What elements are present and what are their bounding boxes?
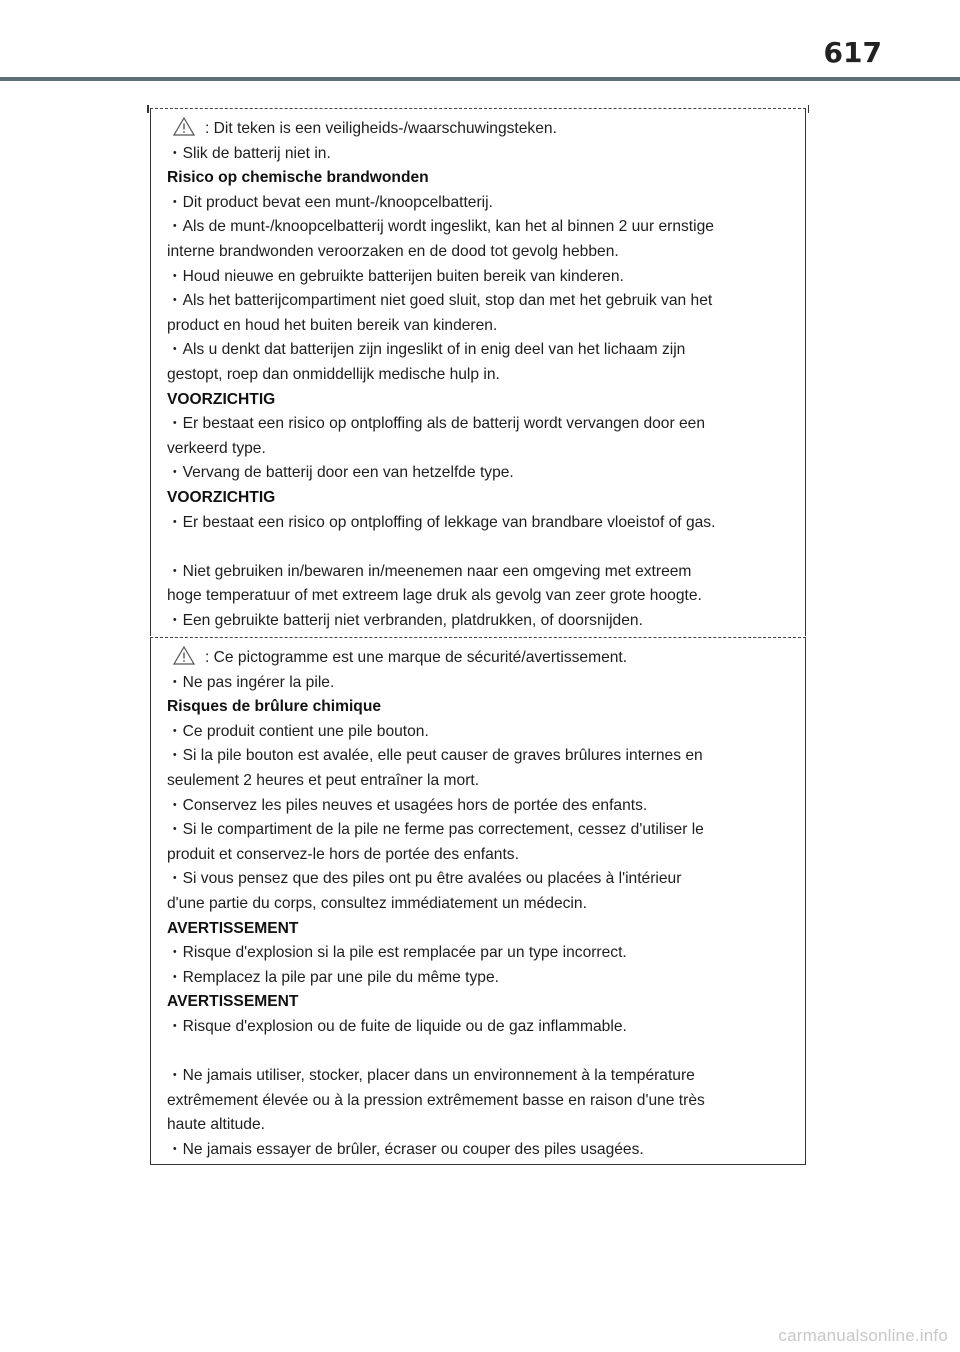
text-line bbox=[167, 584, 787, 609]
line-text: ・Er bestaat een risico op ontploffing of lekkage van brandbare vloeistof of gas. bbox=[167, 513, 716, 531]
corner-tick bbox=[147, 105, 149, 113]
text-line bbox=[167, 142, 787, 167]
section-heading bbox=[167, 917, 787, 942]
line-text: gestopt, roep dan onmiddellijk medische hulp in. bbox=[167, 365, 500, 383]
line-text: VOORZICHTIG bbox=[167, 488, 276, 506]
line-text: ・Dit product bevat een munt-/knoopcelbatterij. bbox=[167, 193, 493, 211]
page-number: 617 bbox=[823, 36, 882, 69]
section-heading bbox=[167, 166, 787, 191]
line-text: ・Slik de batterij niet in. bbox=[167, 144, 331, 162]
line-text: ・Er bestaat een risico op ontploffing als de batterij wordt vervangen door een bbox=[167, 415, 706, 433]
section-heading bbox=[167, 990, 787, 1015]
line-text: ・Ne jamais essayer de brûler, écraser ou couper des piles usagées. bbox=[167, 1140, 644, 1158]
line-text: hoge temperatuur of met extreem lage druk als gevolg van zeer grote hoogte. bbox=[167, 587, 702, 605]
line-text: ・Si le compartiment de la pile ne ferme pas correctement, cessez d'utiliser le bbox=[167, 821, 704, 839]
line-text: produit et conservez-le hors de portée des enfants. bbox=[167, 845, 519, 863]
text-line bbox=[167, 215, 787, 240]
line-text: : Ce pictogramme est une marque de sécurité/avertissement. bbox=[205, 649, 628, 666]
line-text: AVERTISSEMENT bbox=[167, 919, 299, 937]
text-line bbox=[167, 769, 787, 794]
paragraph-spacer bbox=[167, 1040, 787, 1065]
line-text: ・Ce produit contient une pile bouton. bbox=[167, 722, 429, 740]
section-heading bbox=[167, 486, 787, 511]
line-text: VOORZICHTIG bbox=[167, 390, 276, 408]
line-text: ・Ne jamais utiliser, stocker, placer dans un environnement à la température bbox=[167, 1067, 695, 1085]
paragraph-spacer bbox=[167, 535, 787, 560]
warning-triangle-icon bbox=[173, 646, 195, 665]
text-line bbox=[167, 314, 787, 339]
text-line bbox=[167, 609, 787, 634]
line-text: ・Remplacez la pile par une pile du même type. bbox=[167, 968, 499, 986]
warning-triangle-icon bbox=[173, 117, 195, 136]
text-line bbox=[167, 671, 787, 696]
text-line bbox=[167, 1064, 787, 1089]
line-text: Risico op chemische brandwonden bbox=[167, 169, 429, 187]
text-line bbox=[167, 818, 787, 843]
text-line bbox=[167, 843, 787, 868]
french-warning-box bbox=[150, 637, 806, 1165]
dutch-warning-box bbox=[150, 108, 806, 636]
text-line bbox=[167, 966, 787, 991]
line-text: d'une partie du corps, consultez immédiatement un médecin. bbox=[167, 894, 587, 912]
line-text: ・Si vous pensez que des piles ont pu être avalées ou placées à l'intérieur bbox=[167, 870, 682, 888]
text-line bbox=[167, 744, 787, 769]
text-line bbox=[167, 1089, 787, 1114]
text-line bbox=[167, 892, 787, 917]
text-line bbox=[167, 941, 787, 966]
line-text: ・Als de munt-/knoopcelbatterij wordt ingeslikt, kan het al binnen 2 uur ernstige bbox=[167, 218, 714, 236]
text-line bbox=[167, 363, 787, 388]
text-line bbox=[167, 240, 787, 265]
line-text: product en houd het buiten bereik van kinderen. bbox=[167, 316, 498, 334]
text-line bbox=[167, 461, 787, 486]
dutch-warning-text bbox=[167, 117, 787, 633]
line-text: ・Conservez les piles neuves et usagées hors de portée des enfants. bbox=[167, 796, 648, 814]
line-text: ・Als u denkt dat batterijen zijn ingeslikt of in enig deel van het lichaam zijn bbox=[167, 341, 686, 359]
line-text: haute altitude. bbox=[167, 1116, 265, 1134]
text-line bbox=[167, 289, 787, 314]
line-text: ・Niet gebruiken in/bewaren in/meenemen naar een omgeving met extreem bbox=[167, 562, 692, 580]
line-text: ・Vervang de batterij door een van hetzelfde type. bbox=[167, 464, 514, 482]
text-line bbox=[167, 1138, 787, 1163]
watermark: carmanualsonline.info bbox=[778, 1326, 948, 1345]
line-text: seulement 2 heures et peut entraîner la mort. bbox=[167, 771, 480, 789]
text-line bbox=[167, 867, 787, 892]
line-text: Risques de brûlure chimique bbox=[167, 698, 382, 716]
text-line bbox=[167, 191, 787, 216]
line-text: extrêmement élevée ou à la pression extrêmement basse en raison d'une très bbox=[167, 1091, 705, 1109]
section-heading bbox=[167, 695, 787, 720]
line-text: ・Houd nieuwe en gebruikte batterijen buiten bereik van kinderen. bbox=[167, 267, 624, 285]
text-line bbox=[167, 338, 787, 363]
line-text: ・Ne pas ingérer la pile. bbox=[167, 673, 335, 691]
warning-symbol-line bbox=[167, 646, 787, 671]
warning-symbol-line bbox=[167, 117, 787, 142]
line-text: : Dit teken is een veiligheids-/waarschuwingsteken. bbox=[205, 120, 557, 137]
section-heading bbox=[167, 388, 787, 413]
french-warning-text bbox=[167, 646, 787, 1162]
line-text: AVERTISSEMENT bbox=[167, 993, 299, 1011]
line-text: interne brandwonden veroorzaken en de dood tot gevolg hebben. bbox=[167, 242, 619, 260]
line-text: ・Si la pile bouton est avalée, elle peut causer de graves brûlures internes en bbox=[167, 747, 703, 765]
text-line bbox=[167, 265, 787, 290]
line-text: ・Risque d'explosion si la pile est remplacée par un type incorrect. bbox=[167, 944, 627, 962]
text-line bbox=[167, 511, 787, 536]
corner-tick bbox=[808, 105, 810, 113]
text-line bbox=[167, 560, 787, 585]
line-text: ・Een gebruikte batterij niet verbranden, platdrukken, of doorsnijden. bbox=[167, 611, 643, 629]
text-line bbox=[167, 720, 787, 745]
text-line bbox=[167, 412, 787, 437]
text-line bbox=[167, 794, 787, 819]
text-line bbox=[167, 1113, 787, 1138]
text-line bbox=[167, 437, 787, 462]
text-line bbox=[167, 1015, 787, 1040]
line-text: ・Als het batterijcompartiment niet goed sluit, stop dan met het gebruik van het bbox=[167, 292, 713, 310]
header-rule bbox=[0, 77, 960, 81]
line-text: ・Risque d'explosion ou de fuite de liquide ou de gaz inflammable. bbox=[167, 1017, 627, 1035]
line-text: verkeerd type. bbox=[167, 439, 266, 457]
